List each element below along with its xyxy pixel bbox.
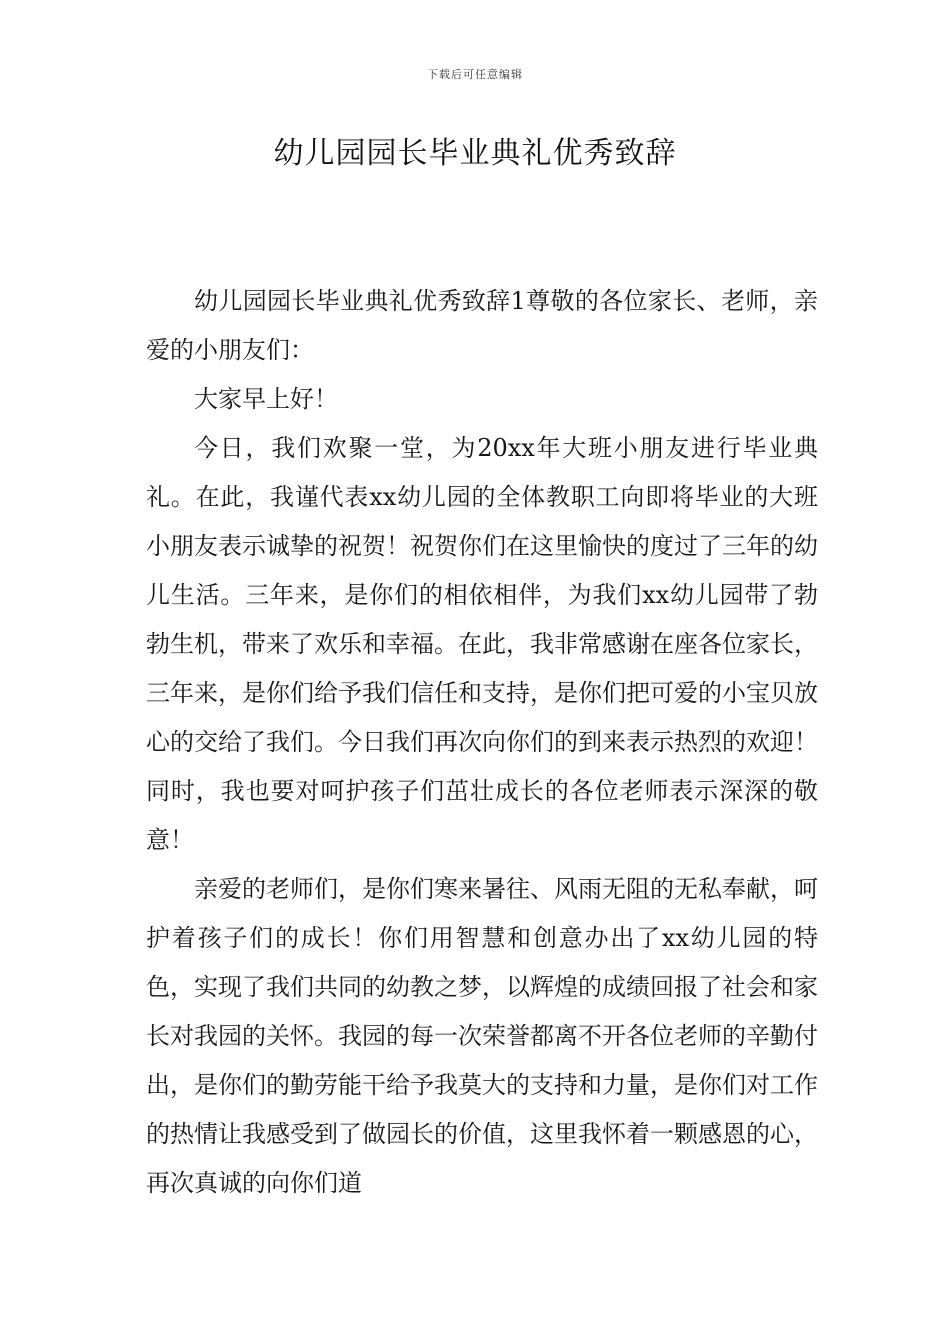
paragraph-graduation: 今日，我们欢聚一堂，为20xx年大班小朋友进行毕业典礼。在此，我谨代表xx幼儿园的全体教职工向即将毕业的大班小朋友表示诚挚的祝贺！祝贺你们在这里愉快的度过了三年的幼儿生活。三年来，是你们的相依相伴，为我们xx幼儿园带了勃勃生机，带来了欢乐和幸福。在此，我非常感谢在座各位家长，三年来，是你们给予我们信任和支持，是你们把可爱的小宝贝放心的交给了我们。今日我们再次向你们的到来表示热烈的欢迎！同时，我也要对呵护孩子们茁壮成长的各位老师表示深深的敬意！ [146,434,818,854]
document-body [146,277,818,1208]
header-note: 下载后可任意编辑 [427,68,523,81]
paragraph-greeting: 幼儿园园长毕业典礼优秀致辞1尊敬的各位家长、老师，亲爱的小朋友们： [146,287,818,364]
paragraph-teachers: 亲爱的老师们，是你们寒来暑往、风雨无阻的无私奉献，呵护着孩子们的成长！你们用智慧和创意办出了xx幼儿园的特色，实现了我们共同的幼教之梦，以辉煌的成绩回报了社会和家长对我园的关怀。我园的每一次荣誉都离不开各位老师的辛勤付出，是你们的勤劳能干给予我莫大的支持和力量，是你们对工作的热情让我感受到了做园长的价值，这里我怀着一颗感恩的心，再次真诚的向你们道 [146,875,818,1197]
paragraph-good-morning: 大家早上好！ [194,385,338,413]
document-title: 幼儿园园长毕业典礼优秀致辞 [273,136,677,171]
